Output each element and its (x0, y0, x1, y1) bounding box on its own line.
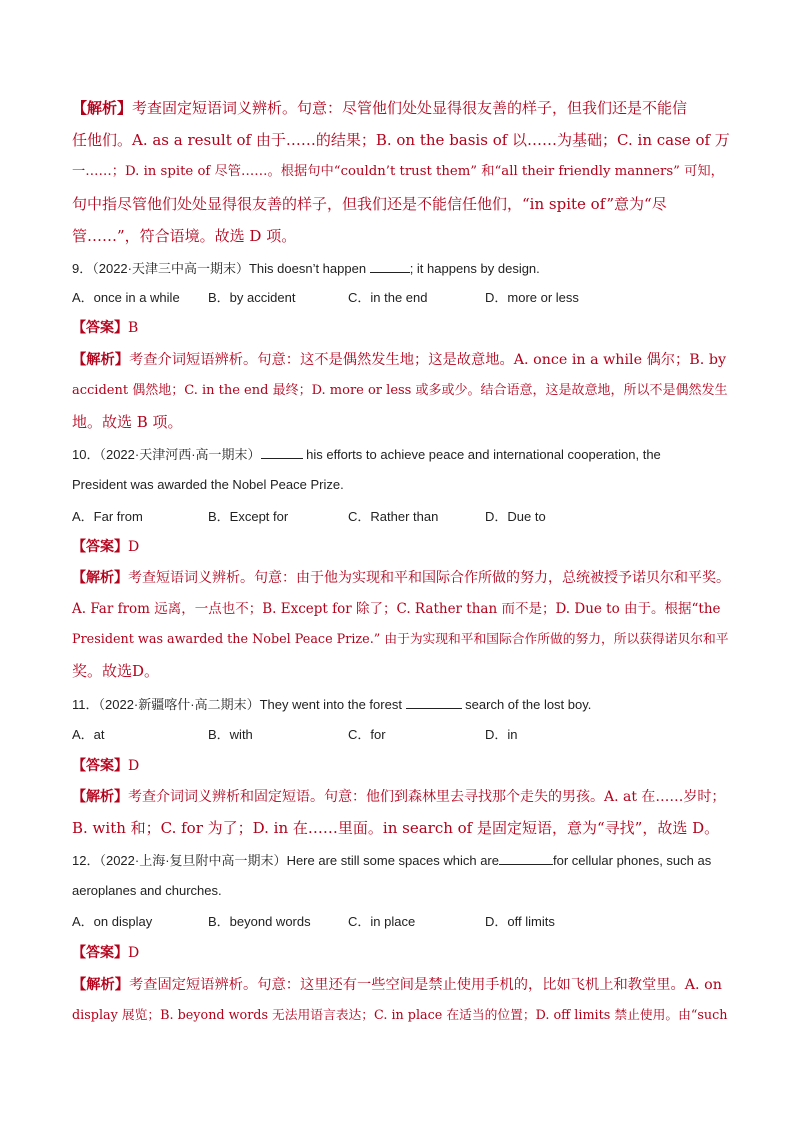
q10-explain-line-4: 奖。故选D。 (72, 662, 160, 680)
q11-option-a: A．at (72, 727, 105, 742)
q11-option-c: C．for (348, 727, 386, 742)
q10-blank (261, 444, 303, 459)
q10-answer: 【答案】D (72, 539, 140, 555)
q12-explain-line-2: display 展览；B. beyond words 无法用语言表达；C. in place 在适当的位置；D. off limits 禁止使用。由“such (72, 1008, 728, 1023)
q10-option-a: A．Far from (72, 509, 143, 524)
q9-option-c: C．in the end (348, 290, 428, 305)
q9-explain-line-3: 地。故选 B 项。 (72, 413, 183, 431)
q9-source: （2022·天津三中高一期末） (92, 261, 249, 276)
q11-option-b: B．with (208, 727, 253, 742)
q11-explain-line-2: B. with 和；C. for 为了；D. in 在……里面。in search of 是固定短语，意为“寻找”，故选 D。 (72, 819, 720, 837)
q11-blank (406, 694, 462, 709)
q9-option-d: D．more or less (485, 290, 579, 305)
q11-option-d: D．in (485, 727, 518, 742)
q12-blank (499, 850, 553, 865)
q12-answer: 【答案】D (72, 945, 140, 961)
q10-explain-line-1: 【解析】考查短语词义辨析。句意：由于他为实现和平和国际合作所做的努力，总统被授予诺贝尔和平奖。 (72, 570, 730, 586)
q11-explain-line-1: 【解析】考查介词词义辨析和固定短语。句意：他们到森林里去寻找那个走失的男孩。A. at 在……岁时； (72, 789, 726, 805)
q9-option-a: A．once in a while (72, 290, 180, 305)
q12-number: 12． (72, 853, 100, 868)
q10-option-d: D．Due to (485, 509, 546, 524)
q12-option-c: C．in place (348, 914, 416, 929)
q12-stem-line-2: aeroplanes and churches. (72, 883, 222, 898)
q9-number: 9． (72, 261, 93, 276)
explain-tag: 【解析】 (72, 99, 133, 117)
q10-explain-line-2: A. Far from 远离，一点也不；B. Except for 除了；C. Rather than 而不是；D. Due to 由于。根据“the (72, 601, 721, 617)
q11-number: 11． (72, 697, 99, 712)
q12-option-d: D．off limits (485, 914, 555, 929)
q8-explain-line-5: 管……”，符合语境。故选 D 项。 (72, 227, 297, 245)
q8-explain-line-3: 一……；D. in spite of 尽管……。根据句中“couldn’t trust them” 和“all their friendly manners” 可知， (72, 164, 724, 179)
q11-options (72, 725, 722, 745)
q9-blank (370, 258, 410, 273)
q10-options (72, 507, 722, 527)
q9-stem: 9．（2022·天津三中高一期末）This doesn’t happen ; it happens by design. (72, 258, 540, 279)
q10-source: （2022·天津河西·高一期末） (99, 447, 261, 462)
q10-option-b: B．Except for (208, 509, 289, 524)
q11-source: （2022·新疆喀什·高二期末） (98, 697, 260, 712)
q12-source: （2022·上海·复旦附中高一期末） (99, 853, 287, 868)
q12-option-a: A．on display (72, 914, 153, 929)
q10-stem-line-1: 10．（2022·天津河西·高一期末） his efforts to achieve peace and international cooperation, the (72, 444, 661, 465)
q10-option-c: C．Rather than (348, 509, 439, 524)
q11-stem: 11．（2022·新疆喀什·高二期末）They went into the forest search of the lost boy. (72, 694, 591, 715)
q10-explain-line-3: President was awarded the Nobel Peace Prize.” 由于为实现和平和国际合作所做的努力，所以获得诺贝尔和平 (72, 632, 729, 647)
q9-explain-line-2: accident 偶然地；C. in the end 最终；D. more or less 或多或少。结合语意，这是故意地，所以不是偶然发生 (72, 383, 728, 398)
q10-number: 10． (72, 447, 100, 462)
q8-explain-line-2: 任他们。A. as a result of 由于……的结果；B. on the basis of 以……为基础；C. in case of 万 (72, 131, 730, 149)
q8-explain-line-4: 句中指尽管他们处处显得很友善的样子，但我们还是不能信任他们，“in spite of”意为“尽 (72, 195, 667, 213)
q9-explain-line-1: 【解析】考查介词短语辨析。句意：这不是偶然发生地；这是故意地。A. once in a while 偶尔；B. by (72, 352, 727, 368)
q10-stem-line-2: President was awarded the Nobel Peace Prize. (72, 477, 344, 492)
q9-answer: 【答案】B (72, 320, 139, 336)
q12-explain-line-1: 【解析】考查固定短语辨析。句意：这里还有一些空间是禁止使用手机的，比如飞机上和教堂里。A. on (72, 977, 722, 993)
q9-options (72, 288, 722, 308)
q9-option-b: B．by accident (208, 290, 296, 305)
q12-stem-line-1: 12．（2022·上海·复旦附中高一期末）Here are still some spaces which are for cellular phones, such as (72, 850, 711, 871)
q12-option-b: B．beyond words (208, 914, 311, 929)
q8-explain-line-1: 【解析】考查固定短语词义辨析。句意：尽管他们处处显得很友善的样子，但我们还是不能信 (72, 99, 688, 117)
q12-options (72, 912, 722, 932)
q11-answer: 【答案】D (72, 758, 140, 774)
